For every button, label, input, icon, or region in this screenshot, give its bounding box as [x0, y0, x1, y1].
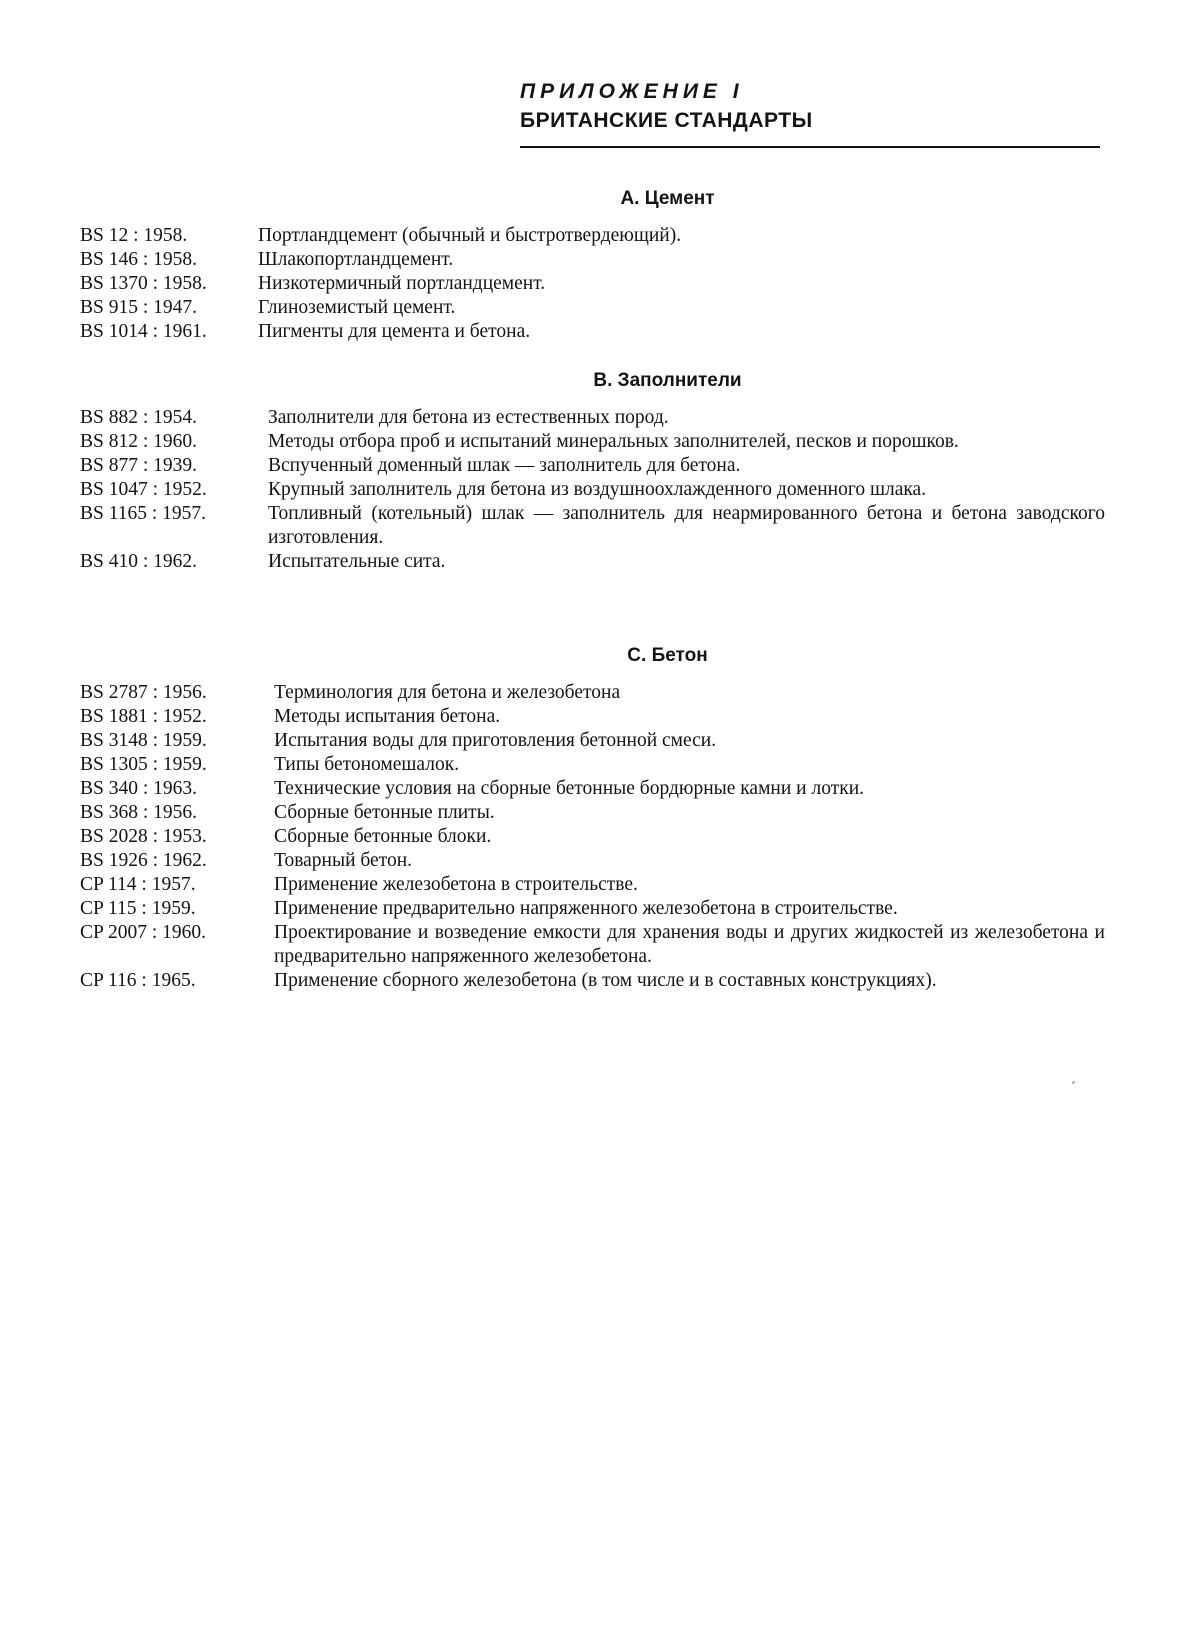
- standard-entry: [80, 873, 1105, 897]
- standard-entry: [80, 296, 1105, 320]
- standard-entry: [80, 849, 1105, 873]
- appendix-header: [520, 78, 1100, 148]
- standard-title: Товарный бетон.: [274, 850, 413, 871]
- standard-entry: [80, 969, 1105, 993]
- standard-entry: [80, 272, 1105, 296]
- standard-code: CP 114 : 1957.: [80, 874, 196, 895]
- standard-title: Портландцемент (обычный и быстротвердеющий).: [258, 225, 682, 246]
- standard-code: BS 812 : 1960.: [80, 431, 198, 452]
- standard-title: Вспученный доменный шлак — заполнитель для бетона.: [268, 455, 741, 476]
- standard-code: BS 1926 : 1962.: [80, 850, 207, 871]
- standard-title: Методы отбора проб и испытаний минеральных заполнителей, песков и порошков.: [268, 431, 959, 452]
- standard-title: Шлакопортландцемент.: [258, 249, 454, 270]
- section-title: А. Цемент: [620, 188, 715, 209]
- standard-code: BS 3148 : 1959.: [80, 730, 207, 751]
- standard-title: Глиноземистый цемент.: [258, 297, 456, 318]
- standard-entry: [80, 320, 1105, 344]
- standard-title: Типы бетономешалок.: [274, 754, 460, 775]
- standard-title: Пигменты для цемента и бетона.: [258, 321, 531, 342]
- standard-title: Проектирование и возведение емкости для хранения воды и других жидкостей из железобетона и предварительно напряженного железобетона.: [274, 922, 1105, 967]
- section-title: С. Бетон: [627, 645, 708, 666]
- standard-entry: [80, 801, 1105, 825]
- standard-title: Применение железобетона в строительстве.: [274, 874, 638, 895]
- standard-entry: [80, 729, 1105, 753]
- standard-code: BS 2028 : 1953.: [80, 826, 207, 847]
- standard-title: Применение предварительно напряженного железобетона в строительстве.: [274, 898, 898, 919]
- standard-entry: [80, 777, 1105, 801]
- standard-entry: [80, 681, 1105, 705]
- standard-title: Низкотермичный портландцемент.: [258, 273, 546, 294]
- standard-code: CP 115 : 1959.: [80, 898, 196, 919]
- section-concrete: [80, 643, 1105, 993]
- standard-code: BS 410 : 1962.: [80, 551, 198, 572]
- standard-code: BS 1014 : 1961.: [80, 321, 207, 342]
- standard-title: Испытательные сита.: [268, 551, 446, 572]
- standard-code: BS 146 : 1958.: [80, 249, 198, 270]
- standard-title: Сборные бетонные плиты.: [274, 802, 495, 823]
- standard-entry: [80, 502, 1105, 550]
- standard-code: BS 1165 : 1957.: [80, 503, 207, 524]
- standard-entry: [80, 897, 1105, 921]
- standard-code: BS 340 : 1963.: [80, 778, 198, 799]
- standard-code: CP 2007 : 1960.: [80, 922, 207, 943]
- standard-entry: [80, 454, 1105, 478]
- standard-code: BS 368 : 1956.: [80, 802, 198, 823]
- standard-title: Заполнители для бетона из естественных пород.: [268, 407, 669, 428]
- section-aggregates: [80, 368, 1105, 574]
- print-speck: [1072, 1081, 1075, 1084]
- standard-title: Применение сборного железобетона (в том числе и в составных конструкциях).: [274, 970, 937, 991]
- standard-entry: [80, 921, 1105, 969]
- standard-entry: [80, 550, 1105, 574]
- standard-code: BS 1881 : 1952.: [80, 706, 207, 727]
- standard-title: Сборные бетонные блоки.: [274, 826, 492, 847]
- standard-entry: [80, 406, 1105, 430]
- section-cement: [80, 186, 1105, 344]
- appendix-title: БРИТАНСКИЕ СТАНДАРТЫ: [520, 109, 813, 132]
- standard-code: BS 2787 : 1956.: [80, 682, 207, 703]
- standard-code: BS 877 : 1939.: [80, 455, 198, 476]
- standard-code: BS 915 : 1947.: [80, 297, 198, 318]
- standard-entry: [80, 430, 1105, 454]
- standard-code: BS 12 : 1958.: [80, 225, 188, 246]
- standard-entry: [80, 753, 1105, 777]
- standard-entry: [80, 825, 1105, 849]
- standard-code: BS 1047 : 1952.: [80, 479, 207, 500]
- standard-title: Крупный заполнитель для бетона из воздушноохлажденного доменного шлака.: [268, 479, 927, 500]
- standard-entry: [80, 224, 1105, 248]
- standard-entry: [80, 248, 1105, 272]
- standard-code: BS 1370 : 1958.: [80, 273, 207, 294]
- standard-code: BS 882 : 1954.: [80, 407, 198, 428]
- standard-title: Терминология для бетона и железобетона: [274, 682, 621, 703]
- header-rule: [520, 146, 1100, 148]
- standard-title: Методы испытания бетона.: [274, 706, 501, 727]
- appendix-label: ПРИЛОЖЕНИЕ I: [520, 80, 744, 103]
- section-title: В. Заполнители: [593, 370, 742, 391]
- standard-code: CP 116 : 1965.: [80, 970, 196, 991]
- standard-entry: [80, 705, 1105, 729]
- standard-title: Технические условия на сборные бетонные бордюрные камни и лотки.: [274, 778, 865, 799]
- standard-code: BS 1305 : 1959.: [80, 754, 207, 775]
- standard-title: Топливный (котельный) шлак — заполнитель для неармированного бетона и бетона заводского изготовления.: [268, 503, 1105, 548]
- standard-entry: [80, 478, 1105, 502]
- standard-title: Испытания воды для приготовления бетонной смеси.: [274, 730, 717, 751]
